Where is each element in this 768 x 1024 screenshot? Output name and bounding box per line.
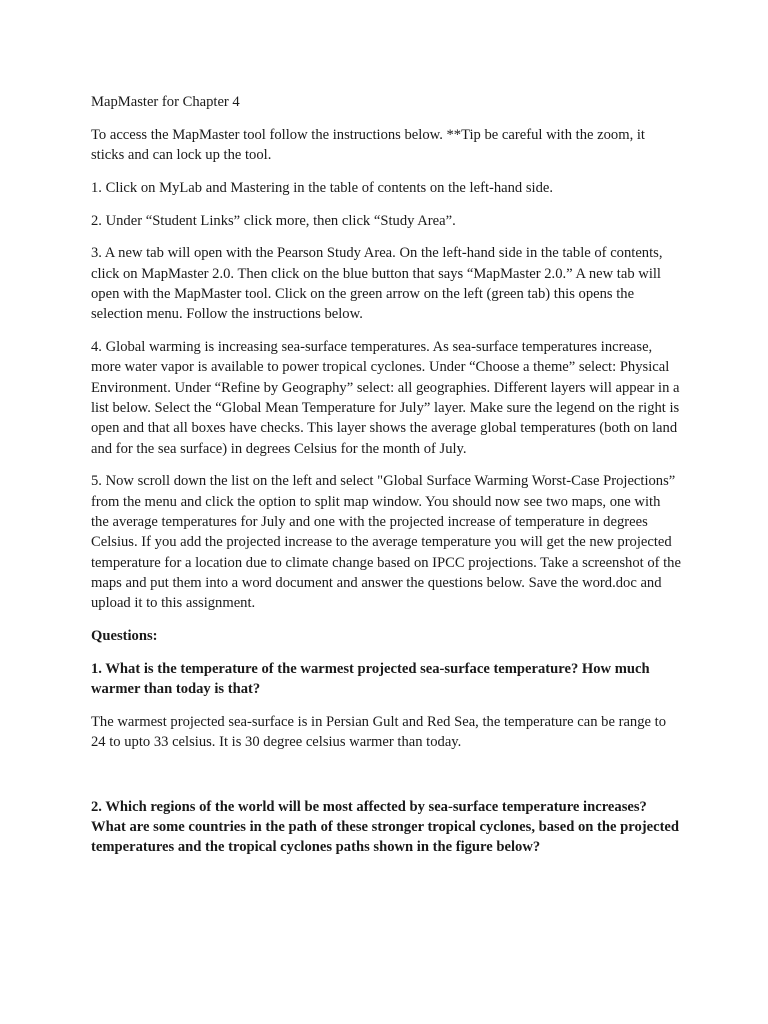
step-4: 4. Global warming is increasing sea-surface temperatures. As sea-surface temperatures increase, more water vapor is available to power tropical cyclones. Under “Choose a theme” select: Physical Environment. Under “Refine by Geography” select: all geographies. Different layers will appear in a list below. Select the “Global Mean Temperature for July” layer. Make sure the legend on the right is open and that all boxes have checks. This layer shows the average global temperatures (both on land and for the sea surface) in degrees Celsius for the month of July.: [91, 339, 680, 457]
document-title: MapMaster for Chapter 4: [91, 94, 240, 110]
step-5: 5. Now scroll down the list on the left and select "Global Surface Warming Worst-Case Projections” from the menu and click the option to split map window. You should now see two maps, one with the average temperatures for July and one with the projected increase of temperature in degrees Celsius. If you add the projected increase to the average temperature you will get the new projected temperature for a location due to climate change based on IPCC projections. Take a screenshot of the maps and put them into a word document and answer the questions below. Save the word.doc and upload it to this assignment.: [91, 473, 681, 612]
questions-heading: Questions:: [91, 628, 158, 645]
step-2: 2. Under “Student Links” click more, then click “Study Area”.: [91, 212, 456, 229]
step-3: 3. A new tab will open with the Pearson Study Area. On the left-hand side in the table of contents, click on MapMaster 2.0. Then click on the blue button that says “MapMaster 2.0.” A new tab will open with the MapMaster tool. Click on the green arrow on the left (green tab) this opens the selection menu. Follow the instructions below.: [91, 245, 663, 323]
document-body: [91, 92, 681, 870]
intro-paragraph: To access the MapMaster tool follow the instructions below. **Tip be careful with the zoom, it sticks and can lock up the tool.: [91, 126, 645, 164]
question-2: 2. Which regions of the world will be most affected by sea-surface temperature increases? What are some countries in the path of these stronger tropical cyclones, based on the projected temperatures and the tropical cyclones paths shown in the figure below?: [91, 798, 680, 856]
step-1: 1. Click on MyLab and Mastering in the table of contents on the left-hand side.: [91, 179, 554, 196]
answer-1: The warmest projected sea-surface is in Persian Gult and Red Sea, the temperature can be range to 24 to upto 33 celsius. It is 30 degree celsius warmer than today.: [91, 713, 667, 751]
question-1: 1. What is the temperature of the warmest projected sea-surface temperature? How much warmer than today is that?: [91, 660, 650, 698]
